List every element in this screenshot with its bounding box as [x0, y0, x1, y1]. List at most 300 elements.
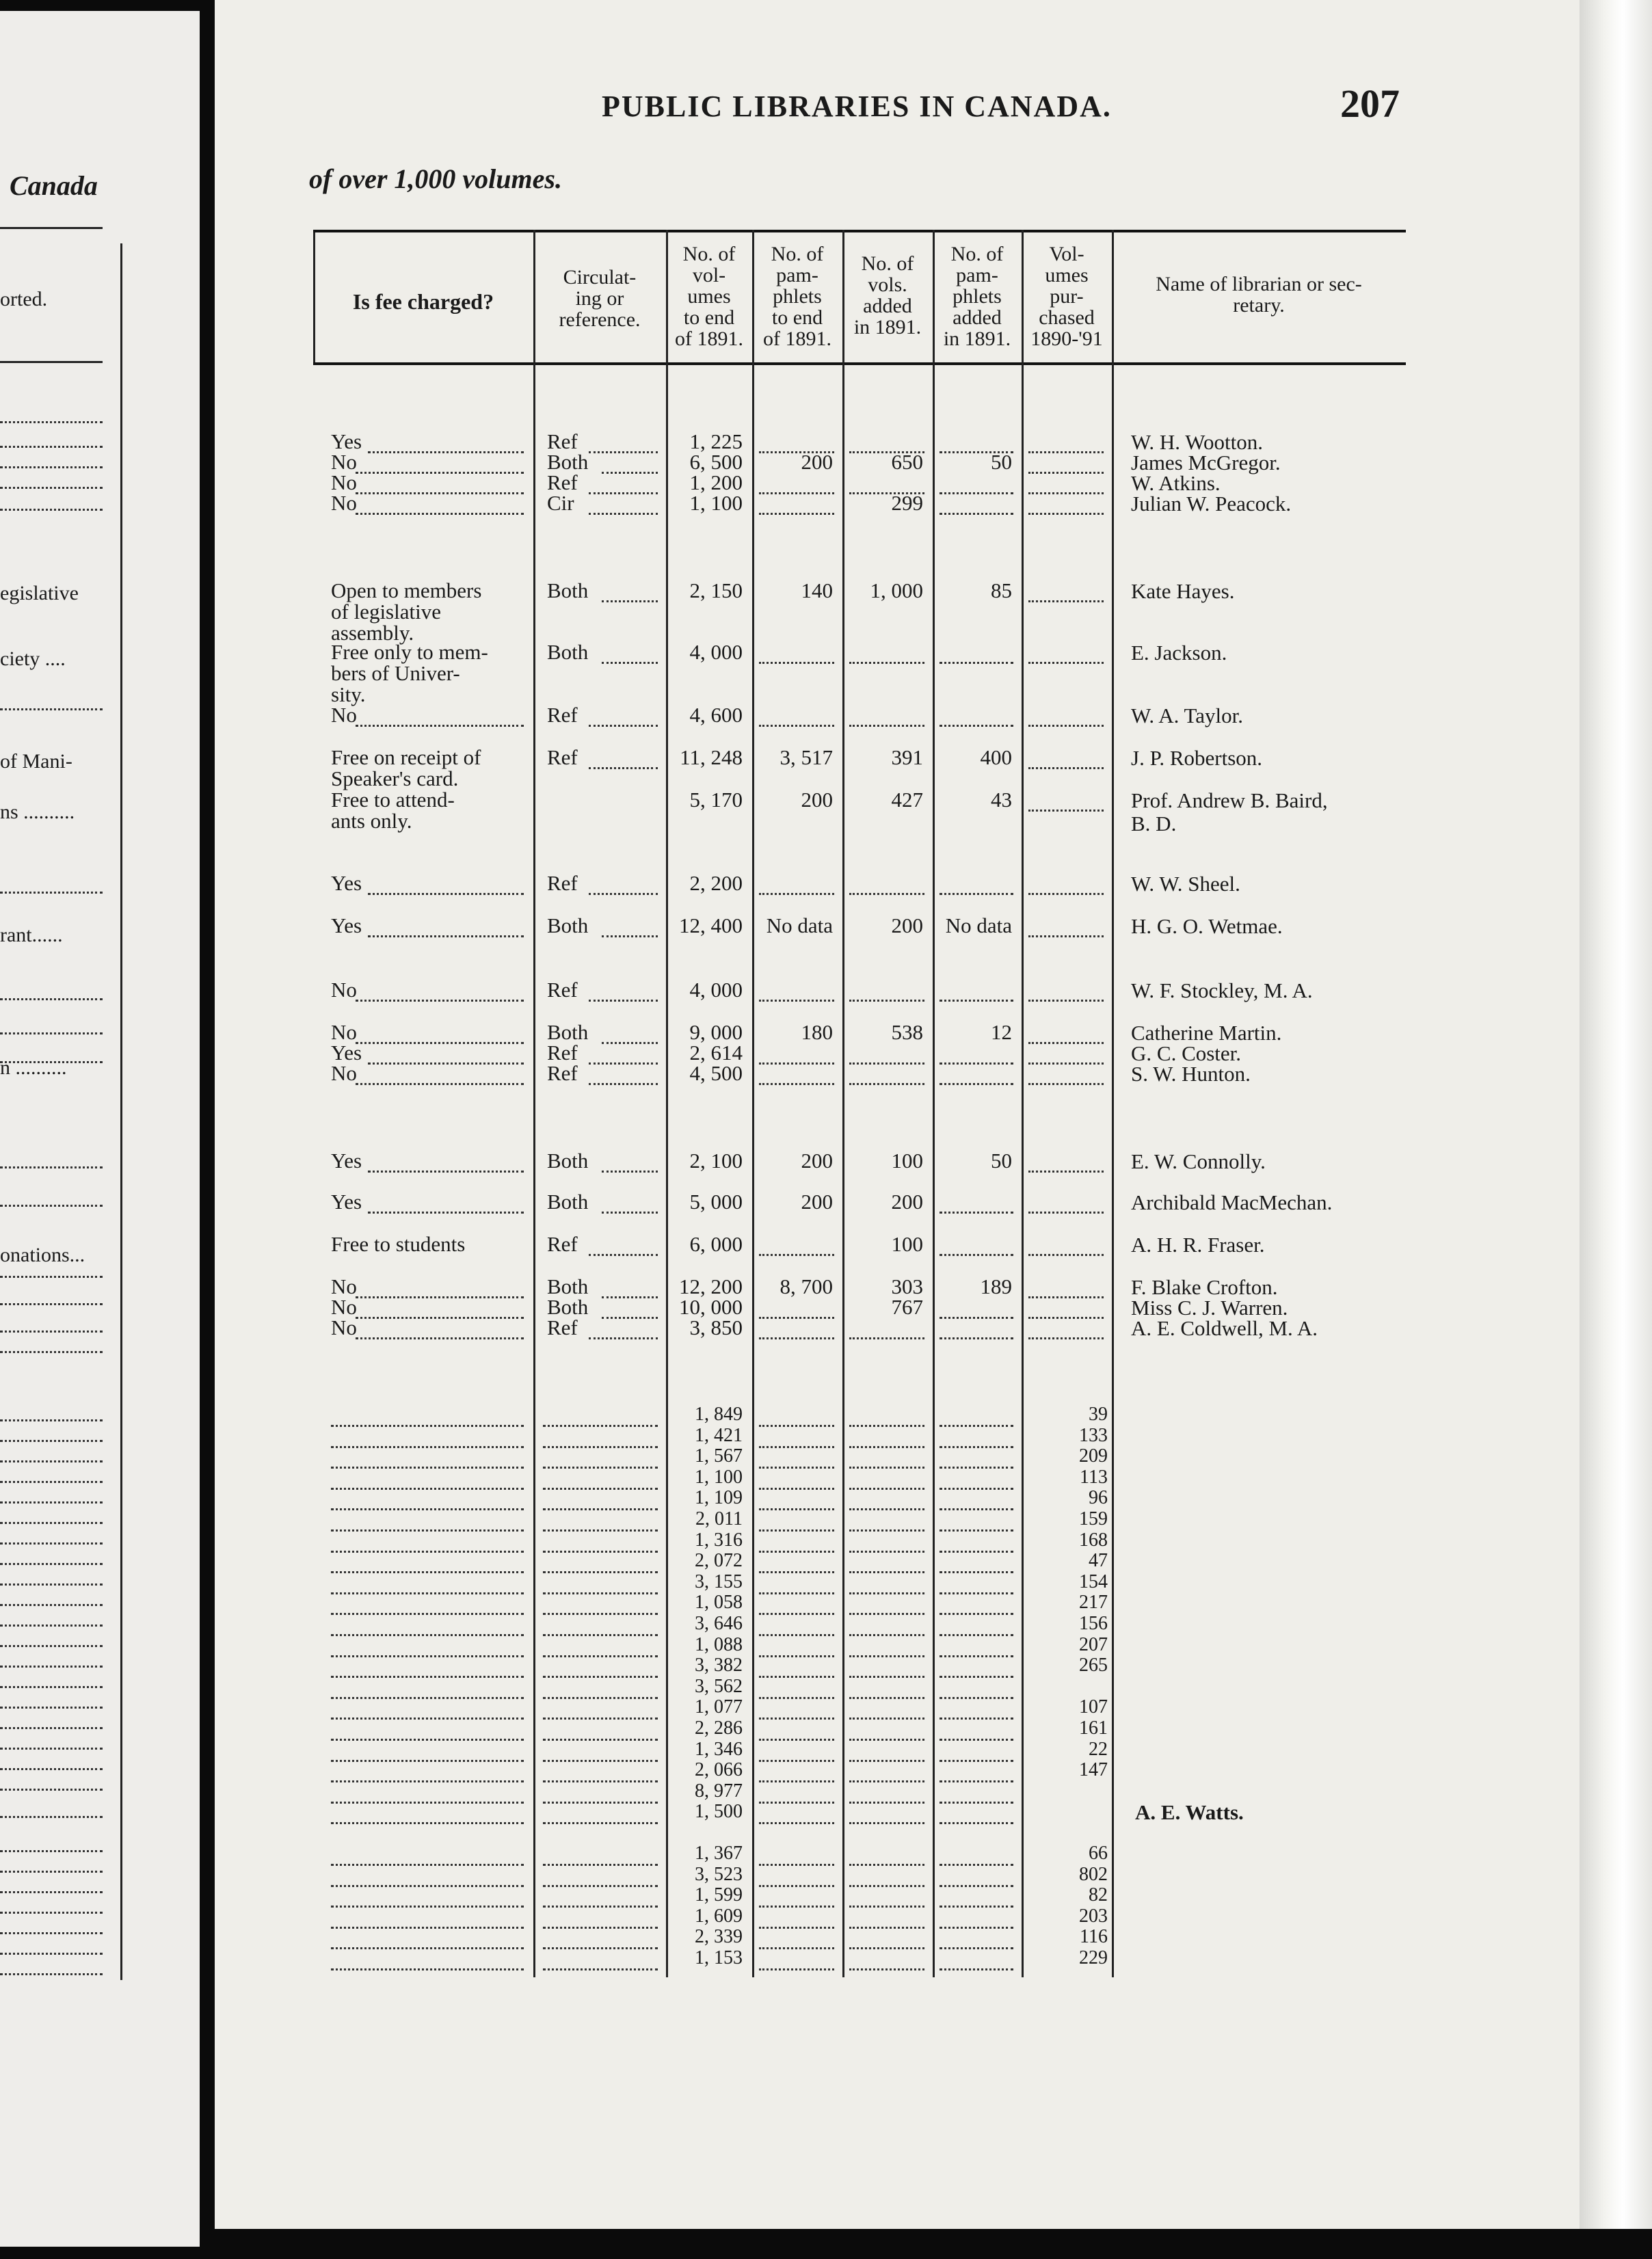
- leader-dots: [356, 706, 524, 727]
- left-page-fragment-text: egislative: [0, 583, 79, 604]
- leader-dots: [368, 874, 524, 895]
- leader-dots: [602, 916, 658, 937]
- fee-cell: Yes: [331, 1041, 362, 1065]
- empty-cell-dots: [940, 1678, 1013, 1699]
- leader-dots: [0, 1666, 103, 1668]
- vols-cell: 3, 850: [689, 1315, 743, 1339]
- vols-added-cell: 100: [891, 1232, 923, 1256]
- leader-dots: [602, 1277, 658, 1298]
- pamph-added-cell: 12: [991, 1020, 1012, 1044]
- vols-cell: 1, 609: [695, 1905, 743, 1927]
- empty-cell-dots: [759, 1761, 834, 1782]
- empty-cell-dots: [849, 1406, 924, 1427]
- leader-dots: [0, 1768, 103, 1770]
- leader-dots: [589, 706, 658, 727]
- librarian-cell: E. W. Connolly.: [1131, 1149, 1266, 1173]
- empty-cell-dots: [940, 1469, 1013, 1490]
- empty-cell-dots: [849, 1886, 924, 1908]
- leader-dots: [0, 1351, 103, 1353]
- empty-cell-dots: [940, 643, 1013, 664]
- empty-cell-dots: [759, 1845, 834, 1866]
- leader-dots: [368, 916, 524, 937]
- empty-cell-dots: [331, 1949, 524, 1970]
- vols-cell: 1, 500: [695, 1801, 743, 1823]
- empty-cell-dots: [759, 1594, 834, 1615]
- vols-cell: 12, 400: [679, 913, 743, 937]
- leader-dots: [356, 1277, 524, 1298]
- empty-cell-dots: [331, 1803, 524, 1824]
- empty-cell-dots: [849, 1043, 924, 1065]
- empty-cell-dots: [331, 1908, 524, 1929]
- vols-cell: 1, 346: [695, 1738, 743, 1760]
- librarian-cell: Prof. Andrew B. Baird, B. D.: [1131, 788, 1328, 836]
- vols-cell: 1, 599: [695, 1884, 743, 1906]
- leader-dots: [0, 1789, 103, 1791]
- leader-dots: [602, 1298, 658, 1319]
- empty-cell-dots: [543, 1678, 658, 1699]
- leader-dots: [589, 494, 658, 515]
- empty-cell-dots: [759, 473, 834, 494]
- column-header-librarian: Name of librarian or sec- retary.: [1156, 273, 1362, 317]
- leader-dots: [356, 1298, 524, 1319]
- empty-cell-dots: [940, 1406, 1013, 1427]
- leader-dots: [0, 1481, 103, 1483]
- empty-cell-dots: [543, 1741, 658, 1762]
- vols-cell: 1, 088: [695, 1633, 743, 1655]
- vols-added-cell: 391: [891, 745, 923, 769]
- empty-cell-dots: [543, 1594, 658, 1615]
- librarian-cell: Miss C. J. Warren.: [1131, 1296, 1288, 1320]
- empty-cell-dots: [849, 1532, 924, 1553]
- vols-cell: 1, 849: [695, 1404, 743, 1425]
- empty-cell-dots: [331, 1741, 524, 1762]
- empty-cell-dots: [759, 643, 834, 664]
- empty-cell-dots: [543, 1866, 658, 1887]
- leader-dots: [0, 1331, 103, 1333]
- pamph-cell: 200: [801, 450, 833, 474]
- pamph-cell: 200: [801, 1149, 833, 1173]
- empty-cell-dots: [543, 1720, 658, 1741]
- column-header-fee: Is fee charged?: [352, 289, 494, 314]
- vols-added-cell: 767: [891, 1295, 923, 1319]
- empty-cell-dots: [543, 1552, 658, 1573]
- circulation-cell: Both: [547, 1190, 589, 1214]
- empty-cell-dots: [849, 1845, 924, 1866]
- empty-cell-dots: [331, 1552, 524, 1573]
- librarian-cell: J. P. Robertson.: [1131, 746, 1263, 770]
- purchased-cell: 133: [1079, 1424, 1108, 1446]
- empty-cell-dots: [849, 1678, 924, 1699]
- empty-cell-dots: [1028, 706, 1104, 727]
- column-header-circ: Circulat- ing or reference.: [559, 266, 641, 331]
- empty-cell-dots: [1028, 1064, 1104, 1085]
- empty-cell-dots: [543, 1949, 658, 1970]
- column-header-pamph-added: No. of pam- phlets added in 1891.: [943, 243, 1011, 350]
- vols-added-cell: 299: [891, 491, 923, 515]
- empty-cell-dots: [849, 1615, 924, 1636]
- empty-cell-dots: [940, 473, 1013, 494]
- empty-cell-dots: [1028, 1151, 1104, 1173]
- left-page-rule: [0, 227, 103, 229]
- librarian-cell: James McGregor.: [1131, 451, 1281, 474]
- empty-cell-dots: [759, 494, 834, 515]
- empty-cell-dots: [940, 1908, 1013, 1929]
- column-rule-5: [933, 230, 935, 1977]
- vols-added-cell: 100: [891, 1149, 923, 1173]
- empty-cell-dots: [940, 1761, 1013, 1782]
- left-page-fragment-text: n ..........: [0, 1057, 67, 1079]
- fee-cell: No: [331, 978, 357, 1002]
- vols-cell: 2, 150: [689, 578, 743, 602]
- empty-cell-dots: [940, 1427, 1013, 1448]
- empty-cell-dots: [759, 1866, 834, 1887]
- empty-cell-dots: [1028, 453, 1104, 474]
- vols-cell: 1, 058: [695, 1592, 743, 1614]
- empty-cell-dots: [543, 1469, 658, 1490]
- empty-cell-dots: [331, 1678, 524, 1699]
- page-number: 207: [1340, 81, 1400, 126]
- empty-cell-dots: [849, 980, 924, 1002]
- vols-cell: 12, 200: [679, 1274, 743, 1298]
- empty-cell-dots: [759, 1489, 834, 1510]
- empty-cell-dots: [940, 1043, 1013, 1065]
- empty-cell-dots: [940, 1845, 1013, 1866]
- leader-dots: [0, 509, 103, 511]
- vols-cell: 11, 248: [680, 745, 743, 769]
- empty-cell-dots: [1028, 1043, 1104, 1065]
- empty-cell-dots: [849, 1552, 924, 1573]
- pamph-cell: 8, 700: [780, 1274, 833, 1298]
- leader-dots: [589, 432, 658, 453]
- circulation-cell: Ref: [547, 745, 578, 769]
- pamph-added-cell: 50: [991, 1149, 1012, 1173]
- leader-dots: [0, 1604, 103, 1606]
- empty-cell-dots: [1028, 1192, 1104, 1214]
- empty-cell-dots: [849, 1908, 924, 1929]
- empty-cell-dots: [759, 1552, 834, 1573]
- empty-cell-dots: [940, 1928, 1013, 1949]
- leader-dots: [0, 1973, 103, 1975]
- empty-cell-dots: [543, 1406, 658, 1427]
- vols-cell: 8, 977: [695, 1780, 743, 1802]
- empty-cell-dots: [759, 1615, 834, 1636]
- leader-dots: [589, 874, 658, 895]
- empty-cell-dots: [331, 1845, 524, 1866]
- leader-dots: [0, 1953, 103, 1955]
- librarian-cell: Archibald MacMechan.: [1131, 1190, 1333, 1214]
- circulation-cell: Ref: [547, 470, 578, 494]
- librarian-cell: S. W. Hunton.: [1131, 1062, 1251, 1086]
- vols-cell: 2, 339: [695, 1926, 743, 1948]
- empty-cell-dots: [331, 1720, 524, 1741]
- leader-dots: [589, 1064, 658, 1085]
- leader-dots: [368, 432, 524, 453]
- librarian-cell: A. E. Coldwell, M. A.: [1131, 1316, 1318, 1340]
- leader-dots: [0, 1205, 103, 1207]
- leader-dots: [0, 421, 103, 423]
- fee-cell: Yes: [331, 871, 362, 895]
- left-page-fragment-text: orted.: [0, 289, 48, 310]
- empty-cell-dots: [543, 1532, 658, 1553]
- pamph-added-cell: 85: [991, 578, 1012, 602]
- empty-cell-dots: [1028, 1298, 1104, 1319]
- empty-cell-dots: [940, 1573, 1013, 1594]
- empty-cell-dots: [940, 1552, 1013, 1573]
- empty-cell-dots: [331, 1886, 524, 1908]
- leader-dots: [0, 1460, 103, 1462]
- vols-cell: 2, 614: [689, 1041, 743, 1065]
- empty-cell-dots: [1028, 432, 1104, 453]
- purchased-cell: 47: [1089, 1550, 1108, 1572]
- pamph-cell: 200: [801, 1190, 833, 1214]
- circulation-cell: Ref: [547, 871, 578, 895]
- empty-cell-dots: [1028, 643, 1104, 664]
- librarian-cell: Julian W. Peacock.: [1131, 492, 1292, 516]
- pamph-cell: 200: [801, 788, 833, 812]
- empty-cell-dots: [1028, 581, 1104, 602]
- column-rule-3: [752, 230, 754, 1977]
- vols-cell: 5, 170: [689, 788, 743, 812]
- empty-cell-dots: [759, 1427, 834, 1448]
- empty-cell-dots: [1028, 874, 1104, 895]
- column-rule-7: [1112, 230, 1114, 1977]
- circulation-cell: Cir: [547, 491, 574, 515]
- vols-added-cell: 538: [891, 1020, 923, 1044]
- circulation-cell: Ref: [547, 978, 578, 1002]
- empty-cell-dots: [1028, 916, 1104, 937]
- empty-cell-dots: [759, 1782, 834, 1804]
- empty-cell-dots: [940, 1886, 1013, 1908]
- leader-dots: [0, 466, 103, 468]
- fee-cell: Yes: [331, 1149, 362, 1173]
- empty-cell-dots: [759, 1510, 834, 1532]
- vols-cell: 10, 000: [679, 1295, 743, 1319]
- empty-cell-dots: [940, 1447, 1013, 1469]
- vols-cell: 1, 153: [695, 1947, 743, 1968]
- vols-added-cell: 650: [891, 450, 923, 474]
- leader-dots: [0, 1501, 103, 1503]
- leader-dots: [0, 1166, 103, 1168]
- empty-cell-dots: [849, 643, 924, 664]
- librarian-cell: E. Jackson.: [1131, 641, 1227, 665]
- empty-cell-dots: [849, 1318, 924, 1339]
- circulation-cell: Both: [547, 578, 589, 602]
- empty-cell-dots: [543, 1803, 658, 1824]
- leader-dots: [356, 1023, 524, 1044]
- empty-cell-dots: [940, 1192, 1013, 1214]
- empty-cell-dots: [759, 980, 834, 1002]
- vols-cell: 4, 000: [689, 640, 743, 664]
- empty-cell-dots: [940, 980, 1013, 1002]
- purchased-cell: 209: [1079, 1445, 1108, 1467]
- purchased-cell: 159: [1079, 1508, 1108, 1529]
- column-rule-1: [533, 230, 535, 1977]
- empty-cell-dots: [940, 1657, 1013, 1678]
- leader-dots: [0, 1912, 103, 1914]
- empty-cell-dots: [940, 1949, 1013, 1970]
- vols-cell: 1, 077: [695, 1696, 743, 1718]
- vols-cell: 3, 155: [695, 1570, 743, 1592]
- empty-cell-dots: [940, 1720, 1013, 1741]
- empty-cell-dots: [940, 1866, 1013, 1887]
- empty-cell-dots: [849, 1489, 924, 1510]
- vols-cell: 1, 109: [695, 1487, 743, 1509]
- empty-cell-dots: [543, 1615, 658, 1636]
- fee-cell: No: [331, 703, 357, 727]
- empty-cell-dots: [331, 1761, 524, 1782]
- empty-cell-dots: [543, 1845, 658, 1866]
- empty-cell-dots: [849, 1469, 924, 1490]
- empty-cell-dots: [759, 1741, 834, 1762]
- empty-cell-dots: [940, 1698, 1013, 1720]
- empty-cell-dots: [543, 1782, 658, 1804]
- empty-cell-dots: [849, 1594, 924, 1615]
- leader-dots: [0, 487, 103, 489]
- purchased-cell: 207: [1079, 1633, 1108, 1655]
- purchased-cell: 168: [1079, 1529, 1108, 1551]
- empty-cell-dots: [331, 1447, 524, 1469]
- purchased-cell: 66: [1089, 1843, 1108, 1864]
- empty-cell-dots: [759, 1698, 834, 1720]
- empty-cell-dots: [940, 1298, 1013, 1319]
- fee-cell: No: [331, 491, 357, 515]
- empty-cell-dots: [759, 1573, 834, 1594]
- leader-dots: [0, 1032, 103, 1034]
- empty-cell-dots: [331, 1657, 524, 1678]
- left-page-fragment-text: of Mani-: [0, 751, 72, 773]
- empty-cell-dots: [543, 1427, 658, 1448]
- leader-dots: [589, 748, 658, 769]
- empty-cell-dots: [331, 1573, 524, 1594]
- vols-cell: 6, 500: [689, 450, 743, 474]
- vols-added-cell: 200: [891, 913, 923, 937]
- leader-dots: [356, 453, 524, 474]
- pamph-cell: 3, 517: [780, 745, 833, 769]
- header-bottom-rule: [313, 362, 1406, 365]
- purchased-cell: 154: [1079, 1570, 1108, 1592]
- empty-cell-dots: [849, 1427, 924, 1448]
- leader-dots: [0, 1850, 103, 1852]
- empty-cell-dots: [759, 874, 834, 895]
- empty-cell-dots: [543, 1489, 658, 1510]
- leader-dots: [0, 1440, 103, 1442]
- empty-cell-dots: [940, 1235, 1013, 1256]
- vols-cell: 2, 072: [695, 1550, 743, 1572]
- empty-cell-dots: [543, 1698, 658, 1720]
- empty-cell-dots: [759, 1043, 834, 1065]
- leader-dots: [589, 1043, 658, 1065]
- empty-cell-dots: [1028, 790, 1104, 812]
- vols-cell: 2, 200: [689, 871, 743, 895]
- purchased-cell: 147: [1079, 1759, 1108, 1781]
- empty-cell-dots: [759, 1803, 834, 1824]
- circulation-cell: Both: [547, 1274, 589, 1298]
- fee-cell: No: [331, 1274, 357, 1298]
- empty-cell-dots: [849, 1698, 924, 1720]
- fee-cell: Free to attend- ants only.: [331, 788, 455, 833]
- empty-cell-dots: [331, 1427, 524, 1448]
- leader-dots: [0, 892, 103, 894]
- empty-cell-dots: [331, 1510, 524, 1532]
- vols-cell: 4, 000: [689, 978, 743, 1002]
- fee-cell: Yes: [331, 913, 362, 937]
- leader-dots: [368, 1151, 524, 1173]
- vols-cell: 1, 100: [695, 1466, 743, 1488]
- vols-cell: 1, 316: [695, 1529, 743, 1551]
- leader-dots: [0, 708, 103, 710]
- empty-cell-dots: [331, 1928, 524, 1949]
- fee-cell: No: [331, 450, 357, 474]
- vols-cell: 1, 421: [695, 1424, 743, 1446]
- circulation-cell: Ref: [547, 1315, 578, 1339]
- purchased-cell: 161: [1079, 1717, 1108, 1739]
- empty-cell-dots: [940, 1803, 1013, 1824]
- empty-cell-dots: [331, 1469, 524, 1490]
- purchased-cell: 113: [1080, 1466, 1108, 1488]
- fee-cell: No: [331, 470, 357, 494]
- leader-dots: [0, 1522, 103, 1524]
- circulation-cell: Ref: [547, 1041, 578, 1065]
- vols-cell: 2, 286: [695, 1717, 743, 1739]
- leader-dots: [0, 1625, 103, 1627]
- purchased-cell: 203: [1079, 1905, 1108, 1927]
- empty-cell-dots: [543, 1886, 658, 1908]
- leader-dots: [602, 581, 658, 602]
- vols-cell: 1, 200: [689, 470, 743, 494]
- vols-cell: 4, 600: [689, 703, 743, 727]
- empty-cell-dots: [849, 1949, 924, 1970]
- vols-cell: 3, 562: [695, 1675, 743, 1697]
- empty-cell-dots: [849, 1803, 924, 1824]
- empty-cell-dots: [940, 1741, 1013, 1762]
- leader-dots: [0, 998, 103, 1000]
- empty-cell-dots: [759, 1949, 834, 1970]
- empty-cell-dots: [1028, 494, 1104, 515]
- column-header-purchased: Vol- umes pur- chased 1890-'91: [1030, 243, 1103, 350]
- empty-cell-dots: [543, 1636, 658, 1657]
- leader-dots: [0, 1707, 103, 1709]
- librarian-cell: W. Atkins.: [1131, 471, 1221, 495]
- circulation-cell: Both: [547, 913, 589, 937]
- pamph-cell: 180: [801, 1020, 833, 1044]
- librarian-cell: Catherine Martin.: [1131, 1021, 1282, 1045]
- empty-cell-dots: [543, 1761, 658, 1782]
- pamph-added-cell: 50: [991, 450, 1012, 474]
- empty-cell-dots: [543, 1447, 658, 1469]
- left-page-fragment-text: onations...: [0, 1244, 85, 1266]
- leader-dots: [602, 643, 658, 664]
- empty-cell-dots: [849, 1064, 924, 1085]
- empty-cell-dots: [1028, 1235, 1104, 1256]
- empty-cell-dots: [759, 1928, 834, 1949]
- empty-cell-dots: [331, 1866, 524, 1887]
- empty-cell-dots: [331, 1489, 524, 1510]
- circulation-cell: Both: [547, 450, 589, 474]
- empty-cell-dots: [940, 1489, 1013, 1510]
- empty-cell-dots: [849, 1573, 924, 1594]
- leader-dots: [0, 446, 103, 448]
- empty-cell-dots: [849, 1657, 924, 1678]
- empty-cell-dots: [331, 1615, 524, 1636]
- leader-dots: [0, 1816, 103, 1818]
- vols-added-cell: 200: [891, 1190, 923, 1214]
- fee-cell: No: [331, 1020, 357, 1044]
- empty-cell-dots: [1028, 748, 1104, 769]
- leader-dots: [589, 473, 658, 494]
- empty-cell-dots: [849, 1761, 924, 1782]
- table-subtitle: of over 1,000 volumes.: [309, 163, 562, 194]
- fee-cell: Open to members of legislative assembly.: [331, 578, 482, 645]
